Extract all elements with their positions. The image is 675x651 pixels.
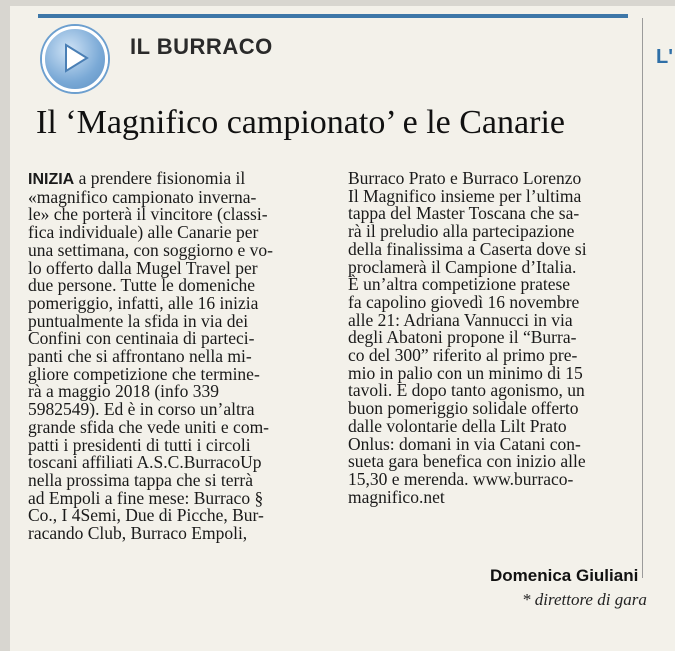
article-line: pomeriggio, infatti, alle 16 inizia xyxy=(28,292,259,313)
top-rule xyxy=(38,14,628,18)
article-line: co del 300” riferito al primo pre- xyxy=(348,345,578,366)
article-text: a prendere fisionomia il xyxy=(74,168,246,188)
article-line: 5982549). Ed è in corso un’altra xyxy=(28,399,255,420)
article-line: patti i presidenti di tutti i circoli xyxy=(28,434,251,455)
headline: Il ‘Magnifico campionato’ e le Canarie xyxy=(36,104,565,141)
article-line: ad Empoli a fine mese: Burraco § xyxy=(28,487,264,508)
article-line: lo offerto dalla Mugel Travel per xyxy=(28,257,258,278)
article-line: nella prossima tappa che si terrà xyxy=(28,469,253,490)
section-label: IL BURRACO xyxy=(130,34,273,59)
adjacent-article-fragment: L' xyxy=(656,46,673,68)
article-line: tavoli. E dopo tanto agonismo, un xyxy=(348,380,585,401)
article-line: mio in palio con un minimo di 15 xyxy=(348,362,583,383)
article-line: grande sfida che vede uniti e com- xyxy=(28,416,270,437)
column-divider xyxy=(642,18,643,578)
article-line: fica individuale) alle Canarie per xyxy=(28,222,259,243)
article-line: due persone. Tutte le domeniche xyxy=(28,275,255,296)
lead-word: INIZIA xyxy=(28,171,75,188)
play-icon xyxy=(42,26,108,92)
article-line: rà a maggio 2018 (info 339 xyxy=(28,381,219,402)
article-line: toscani affiliati A.S.C.BurracoUp xyxy=(28,452,262,473)
article-line: Co., I 4Semi, Due di Picche, Bur- xyxy=(28,505,264,526)
article-line: 15,30 e merenda. www.burraco- xyxy=(348,468,574,489)
article-line: Il Magnifico insieme per l’ultima xyxy=(348,185,582,206)
article-line: È un’altra competizione pratese xyxy=(348,274,571,295)
article-line: alle 21: Adriana Vannucci in via xyxy=(348,309,573,330)
article-line: panti che si affrontano nella mi- xyxy=(28,346,252,367)
article-line: degli Abatoni propone il “Burra- xyxy=(348,327,577,348)
article-line: «magnifico campionato inverna- xyxy=(28,186,257,207)
article-line: magnifico.net xyxy=(348,486,445,507)
article-line: proclamerà il Campione d’Italia. xyxy=(348,256,577,277)
article-line: una settimana, con soggiorno e vo- xyxy=(28,239,273,260)
article-line xyxy=(28,170,344,189)
article-line: racando Club, Burraco Empoli, xyxy=(28,523,248,544)
article-line: buon pomeriggio solidale offerto xyxy=(348,398,579,419)
article-line: rà il preludio alla partecipazione xyxy=(348,221,575,242)
article-column-right xyxy=(348,170,640,506)
article-line: dalle volontarie della Lilt Prato xyxy=(348,415,567,436)
article-line: Confini con centinaia di parteci- xyxy=(28,328,255,349)
article-line: gliore competizione che termine- xyxy=(28,363,260,384)
author-role: * direttore di gara xyxy=(522,590,647,609)
article-line: fa capolino giovedì 16 novembre xyxy=(348,291,580,312)
article-line: Burraco Prato e Burraco Lorenzo xyxy=(348,168,582,188)
article-line: puntualmente la sfida in via dei xyxy=(28,310,249,331)
article-line: sueta gara benefica con inizio alle xyxy=(348,451,586,472)
author-signature: Domenica Giuliani xyxy=(490,566,639,585)
article-line: le» che porterà il vincitore (classi- xyxy=(28,204,268,225)
article-line: della finalissima a Caserta dove si xyxy=(348,238,587,259)
article-column-left xyxy=(28,170,344,543)
article-line: Onlus: domani in via Catani con- xyxy=(348,433,581,454)
article-line: tappa del Master Toscana che sa- xyxy=(348,203,580,224)
